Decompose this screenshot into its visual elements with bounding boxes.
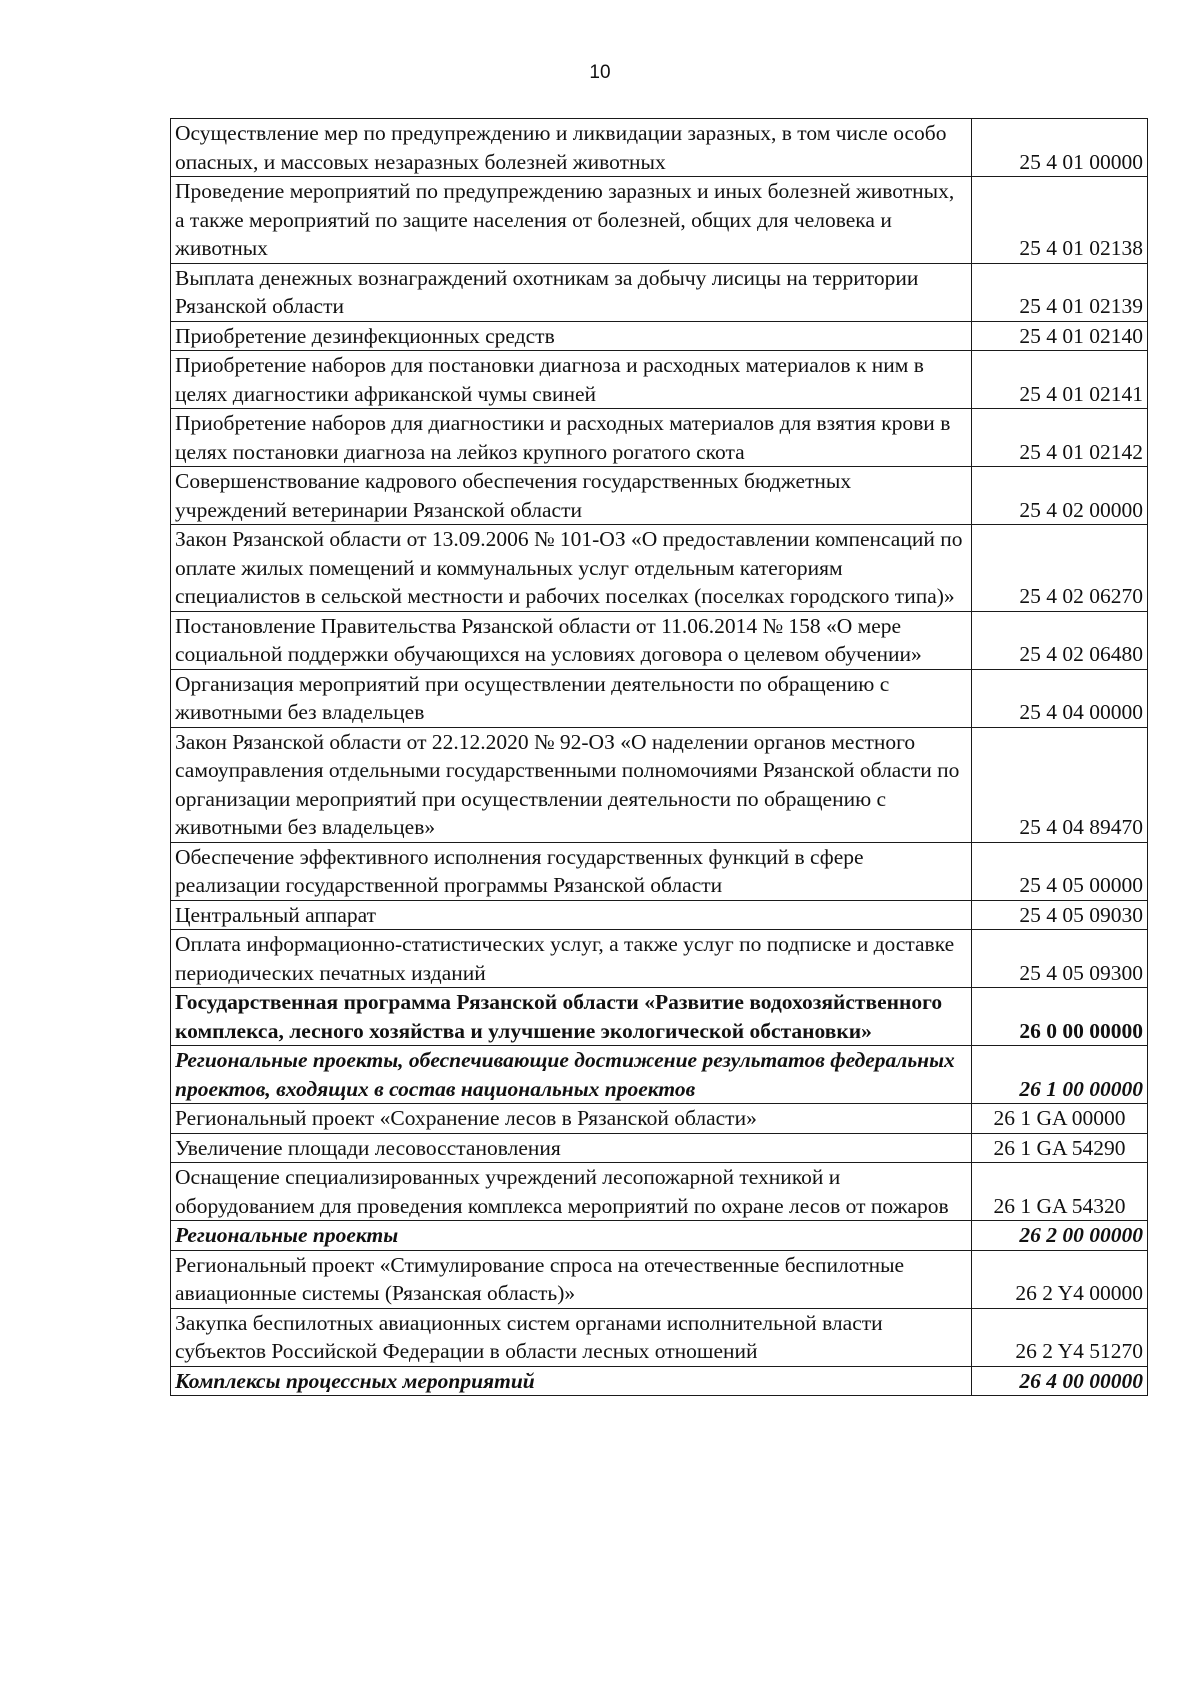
row-code: 25 4 01 00000 [972, 119, 1148, 177]
table-row [171, 263, 1148, 321]
table-row [171, 988, 1148, 1046]
row-name: Региональный проект «Стимулирование спроса на отечественные беспилотные авиационные системы (Рязанская область)» [171, 1250, 972, 1308]
table-row [171, 525, 1148, 612]
table-row [171, 1133, 1148, 1163]
row-code: 25 4 04 89470 [972, 727, 1148, 842]
table-row [171, 1046, 1148, 1104]
row-name: Обеспечение эффективного исполнения государственных функций в сфере реализации государственной программы Рязанской области [171, 842, 972, 900]
row-code: 25 4 01 02141 [972, 351, 1148, 409]
row-name: Комплексы процессных мероприятий [171, 1366, 972, 1396]
table-row [171, 669, 1148, 727]
row-code: 26 2 00 00000 [972, 1221, 1148, 1251]
table-row [171, 1221, 1148, 1251]
row-code: 25 4 01 02139 [972, 263, 1148, 321]
row-name: Оплата информационно-статистических услуг, а также услуг по подписке и доставке периодических печатных изданий [171, 930, 972, 988]
row-name: Закупка беспилотных авиационных систем органами исполнительной власти субъектов Российской Федерации в области лесных отношений [171, 1308, 972, 1366]
table-row [171, 930, 1148, 988]
row-code [972, 1163, 1148, 1221]
row-name: Приобретение дезинфекционных средств [171, 321, 972, 351]
table-row [171, 467, 1148, 525]
table-row [171, 177, 1148, 264]
table-row [171, 1163, 1148, 1221]
row-code [972, 1133, 1148, 1163]
row-name: Закон Рязанской области от 13.09.2006 № 101-ОЗ «О предоставлении компенсаций по оплате жилых помещений и коммунальных услуг отдельным категориям специалистов в сельской местности и рабочих поселках (поселках городского типа)» [171, 525, 972, 612]
table-row [171, 1104, 1148, 1134]
row-name: Закон Рязанской области от 22.12.2020 № 92-ОЗ «О наделении органов местного самоуправления отдельными государственными полномочиями Рязанской области по организации мероприятий при осуществлении деятельности по обращению с животными без владельцев» [171, 727, 972, 842]
row-code: 25 4 05 09300 [972, 930, 1148, 988]
table-row [171, 1250, 1148, 1308]
row-code: 25 4 02 06270 [972, 525, 1148, 612]
table-row [171, 900, 1148, 930]
table-row [171, 1308, 1148, 1366]
table-row [171, 1366, 1148, 1396]
row-name: Выплата денежных вознаграждений охотникам за добычу лисицы на территории Рязанской области [171, 263, 972, 321]
row-name: Организация мероприятий при осуществлении деятельности по обращению с животными без владельцев [171, 669, 972, 727]
row-name: Постановление Правительства Рязанской области от 11.06.2014 № 158 «О мере социальной поддержки обучающихся на условиях договора о целевом обучении» [171, 611, 972, 669]
row-name: Осуществление мер по предупреждению и ликвидации заразных, в том числе особо опасных, и массовых незаразных болезней животных [171, 119, 972, 177]
table-row [171, 409, 1148, 467]
row-code: 25 4 02 00000 [972, 467, 1148, 525]
row-name: Региональные проекты, обеспечивающие достижение результатов федеральных проектов, входящих в состав национальных проектов [171, 1046, 972, 1104]
row-name: Увеличение площади лесовосстановления [171, 1133, 972, 1163]
table-row [171, 727, 1148, 842]
row-code: 25 4 01 02138 [972, 177, 1148, 264]
row-code: 25 4 05 00000 [972, 842, 1148, 900]
row-name: Приобретение наборов для диагностики и расходных материалов для взятия крови в целях постановки диагноза на лейкоз крупного рогатого скота [171, 409, 972, 467]
row-code: 26 2 Y4 51270 [972, 1308, 1148, 1366]
table-row [171, 842, 1148, 900]
row-code-text: 26 1 GA 54290 [993, 1135, 1126, 1160]
row-code: 25 4 04 00000 [972, 669, 1148, 727]
row-code-text: 26 1 GA 54320 [993, 1193, 1126, 1218]
table-row [171, 611, 1148, 669]
table-row [171, 119, 1148, 177]
row-code: 25 4 01 02142 [972, 409, 1148, 467]
row-code: 25 4 05 09030 [972, 900, 1148, 930]
budget-classification-table [170, 118, 1148, 1396]
row-code-text: 26 1 GA 00000 [993, 1106, 1126, 1130]
row-name: Проведение мероприятий по предупреждению заразных и иных болезней животных, а также мероприятий по защите населения от болезней, общих для человека и животных [171, 177, 972, 264]
row-name: Региональные проекты [171, 1221, 972, 1251]
row-code: 26 0 00 00000 [972, 988, 1148, 1046]
row-name: Оснащение специализированных учреждений лесопожарной техникой и оборудованием для проведения комплекса мероприятий по охране лесов от пожаров [171, 1163, 972, 1221]
row-code: 25 4 01 02140 [972, 321, 1148, 351]
row-code: 26 2 Y4 00000 [972, 1250, 1148, 1308]
row-name: Приобретение наборов для постановки диагноза и расходных материалов к ним в целях диагностики африканской чумы свиней [171, 351, 972, 409]
row-name: Региональный проект «Сохранение лесов в Рязанской области» [171, 1104, 972, 1134]
row-code: 26 1 00 00000 [972, 1046, 1148, 1104]
row-name: Совершенствование кадрового обеспечения государственных бюджетных учреждений ветеринарии Рязанской области [171, 467, 972, 525]
table-row [171, 321, 1148, 351]
row-code: 26 4 00 00000 [972, 1366, 1148, 1396]
row-code: 25 4 02 06480 [972, 611, 1148, 669]
table-row [171, 351, 1148, 409]
row-name: Государственная программа Рязанской области «Развитие водохозяйственного комплекса, лесного хозяйства и улучшение экологической обстановки» [171, 988, 972, 1046]
row-name: Центральный аппарат [171, 900, 972, 930]
page-number: 10 [589, 62, 611, 83]
row-code [972, 1104, 1148, 1134]
